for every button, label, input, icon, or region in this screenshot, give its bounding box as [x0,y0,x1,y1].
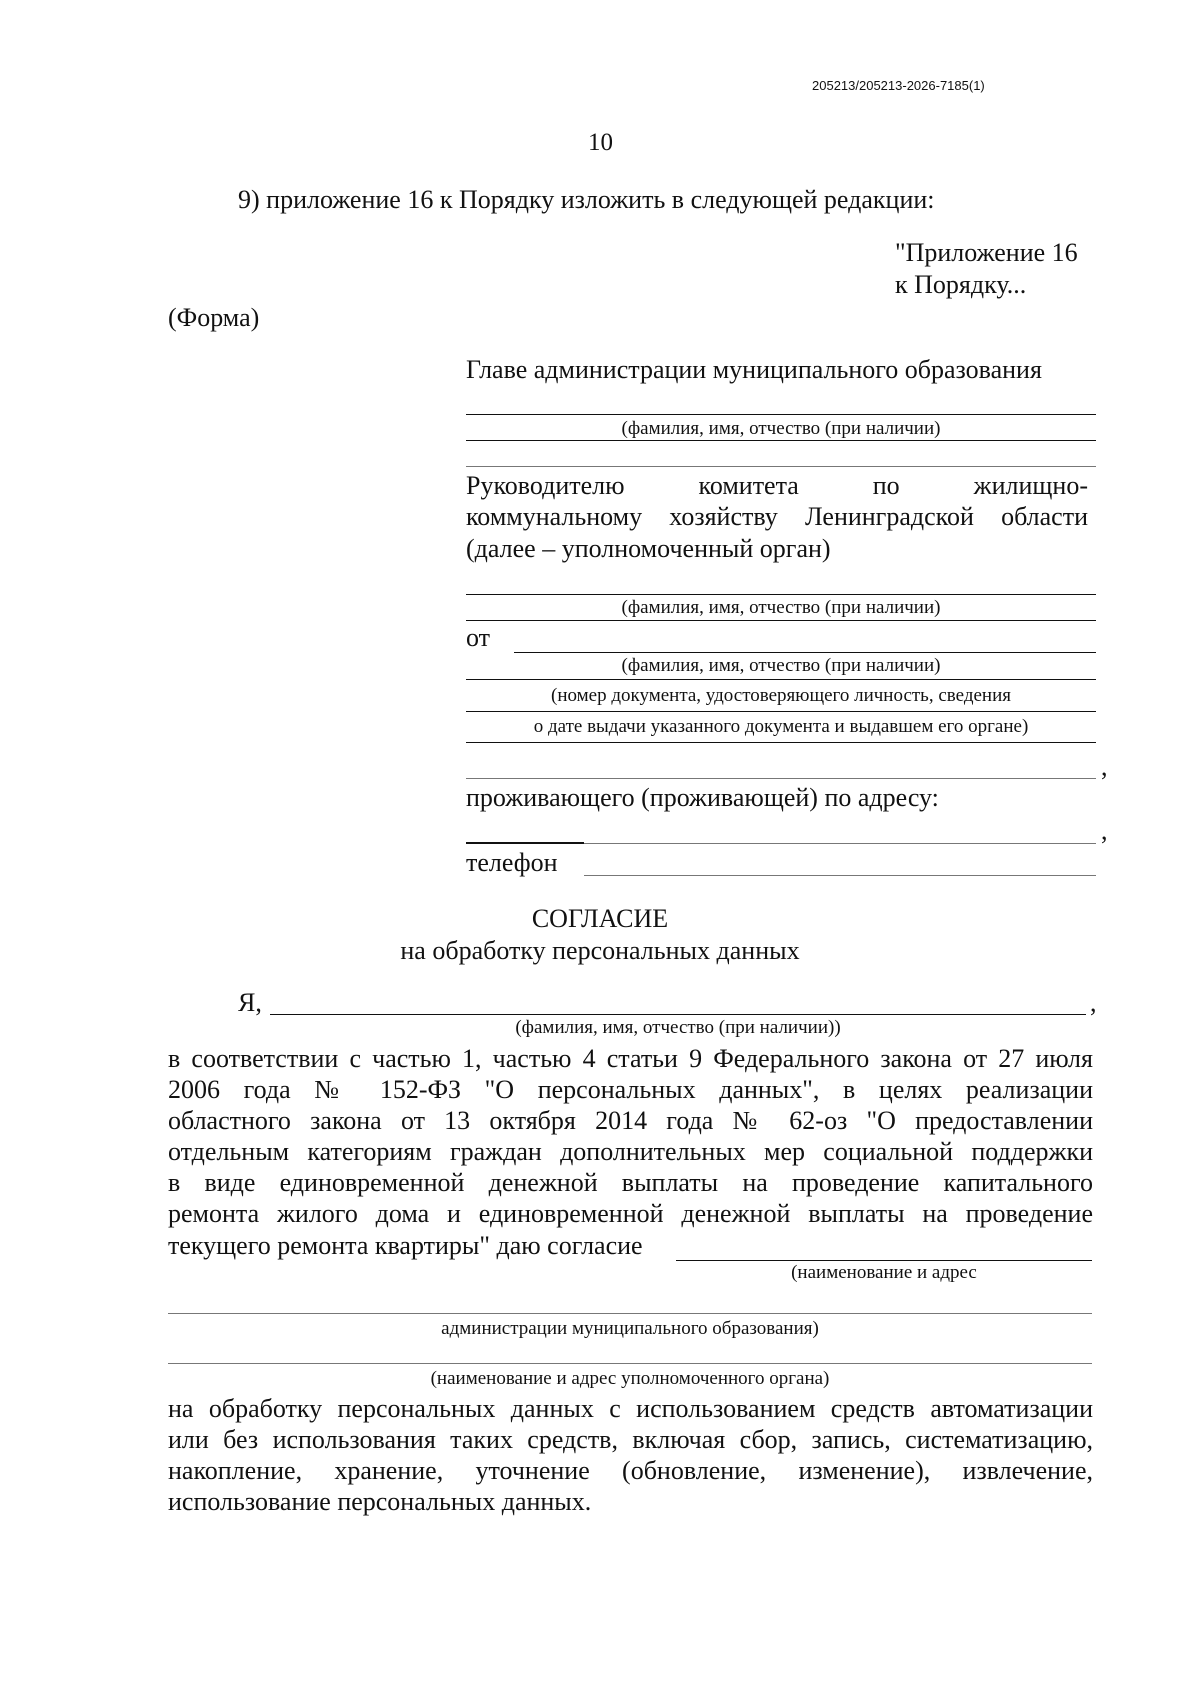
page-number: 10 [588,129,613,156]
comma-1: , [1101,752,1108,781]
consent-comma: , [1090,988,1097,1017]
body-last-line: текущего ремонта квартиры" даю согласие [168,1231,643,1260]
body-line-6: ремонта жилого дома и единовременной денежной выплаты на проведение [168,1199,1093,1228]
appendix-line-1: "Приложение 16 [895,238,1078,267]
doc-underline [466,742,1096,743]
caption-name-address: (наименование и адрес [791,1262,977,1283]
consent-title: СОГЛАСИЕ [531,904,669,933]
document-code: 205213/205213-2026-7185(1) [812,78,985,93]
caption-admin: администрации муниципального образования) [441,1318,819,1339]
body-line-4: отдельным категориям граждан дополнительных мер социальной поддержки [168,1137,1093,1166]
caption-authorized: (наименование и адрес уполномоченного органа) [430,1368,830,1389]
consent-fio-line [270,1014,1086,1015]
admin-line [168,1313,1092,1314]
comma-2: , [1101,816,1108,845]
final-last-line: использование персональных данных. [168,1487,592,1516]
consent-fio-caption: (фамилия, имя, отчество (при наличии)) [515,1017,841,1038]
fio-underline [466,440,1096,441]
final-line-1: на обработку персональных данных с использованием средств автоматизации [168,1394,1093,1423]
address-line-rest [584,843,1096,844]
doc-line [466,711,1096,712]
committee-line-3: (далее – уполномоченный орган) [466,534,831,563]
head-admin-label: Главе администрации муниципального образования [466,355,1042,384]
fio-underline-3 [466,679,1096,680]
fio-caption-3: (фамилия, имя, отчество (при наличии) [621,655,941,676]
form-label: (Форма) [168,303,260,332]
committee-line-2: коммунальному хозяйству Ленинградской области [466,502,1088,531]
fio-line-2 [466,594,1096,595]
appendix-line-2: к Порядку... [895,270,1027,299]
intro-text: 9) приложение 16 к Порядку изложить в следующей редакции: [238,185,935,214]
separator-line [466,466,1096,467]
fio-underline-2 [466,620,1096,621]
fio-line [466,414,1096,415]
address-line-short [466,842,584,844]
phone-line [584,875,1096,876]
committee-block [466,470,1088,532]
fio-caption: (фамилия, имя, отчество (при наличии) [621,418,941,439]
final-line-2: или без использования таких средств, включая сбор, запись, систематизацию, [168,1425,1093,1454]
final-line-3: накопление, хранение, уточнение (обновление, изменение), извлечение, [168,1456,1093,1485]
doc-caption-1: (номер документа, удостоверяющего личность, сведения [551,685,1011,706]
phone-label: телефон [466,848,558,877]
consent-subtitle: на обработку персональных данных [400,936,800,965]
consent-org-line [676,1260,1092,1261]
doc-caption-2: о дате выдачи указанного документа и выдавшем его органе) [533,716,1029,737]
from-label: от [466,623,491,652]
blank-line-1 [466,778,1096,779]
body-line-2: 2006 года № 152-ФЗ "О персональных данных", в целях реализации [168,1075,1093,1104]
residing-label: проживающего (проживающей) по адресу: [466,783,939,812]
consent-final [168,1393,1093,1486]
body-line-1: в соответствии с частью 1, частью 4 статьи 9 Федерального закона от 27 июля [168,1044,1093,1073]
from-line [514,652,1096,653]
ya-label: Я, [238,988,262,1017]
consent-body [168,1043,1093,1229]
committee-line-1: Руководителю комитета по жилищно- [466,471,1088,500]
body-line-3: областного закона от 13 октября 2014 года № 62-оз "О предоставлении [168,1106,1093,1135]
authorized-line [168,1363,1092,1364]
fio-caption-2: (фамилия, имя, отчество (при наличии) [621,597,941,618]
body-line-5: в виде единовременной денежной выплаты на проведение капитального [168,1168,1093,1197]
